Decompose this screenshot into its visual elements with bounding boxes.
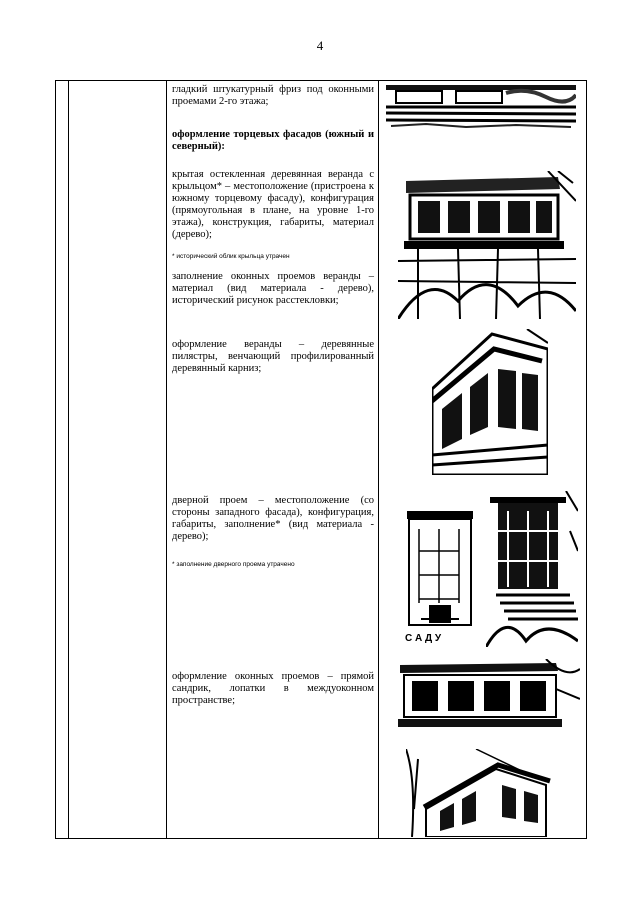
page-number: 4 — [316, 38, 324, 53]
column-divider — [378, 81, 379, 838]
door-entrance-photo — [486, 491, 578, 647]
veranda-perspective-photo — [432, 329, 548, 475]
end-facades-heading: оформление торцевых фасадов (южный и северный): — [172, 129, 374, 152]
frieze-photo — [386, 83, 576, 130]
veranda-photo — [398, 171, 576, 319]
frieze-description: гладкий штукатурный фриз под оконными проемами 2-го этажа; — [172, 84, 374, 107]
window-decoration-description: оформление оконных проемов – прямой сандрик, лопатки в междуоконном пространстве; — [172, 671, 374, 706]
door-opening-description: дверной проем – местоположение (со стороны западного фасада), конфигурация, габариты, заполнение* (вид материала - дерево); — [172, 495, 374, 542]
porch-lost-note: * исторический облик крыльца утрачен — [172, 253, 290, 260]
column-divider — [68, 81, 69, 838]
column-divider — [166, 81, 167, 838]
veranda-windows-description: заполнение оконных проемов веранды – материал (вид материала - дерево), исторический рисунок расстекловки; — [172, 271, 374, 306]
objects-table — [55, 80, 587, 839]
corner-perspective-photo — [406, 749, 556, 837]
window-decoration-photo — [396, 659, 580, 737]
door-lost-note: * заполнение дверного проема утрачено — [172, 561, 295, 568]
door-photo-caption: С А Д У — [405, 633, 442, 644]
veranda-decoration-description: оформление веранды – деревянные пилястры, венчающий профилированный деревянный карниз; — [172, 339, 374, 374]
veranda-description: крытая остекленная деревянная веранда с крыльцом* – местоположение (пристроена к южному торцевому фасаду), конфигурация (прямоугольная в плане, на уровне 1-го этажа), конструкция, габариты, материал (дерево); — [172, 169, 374, 240]
door-drawing-photo — [401, 495, 481, 645]
